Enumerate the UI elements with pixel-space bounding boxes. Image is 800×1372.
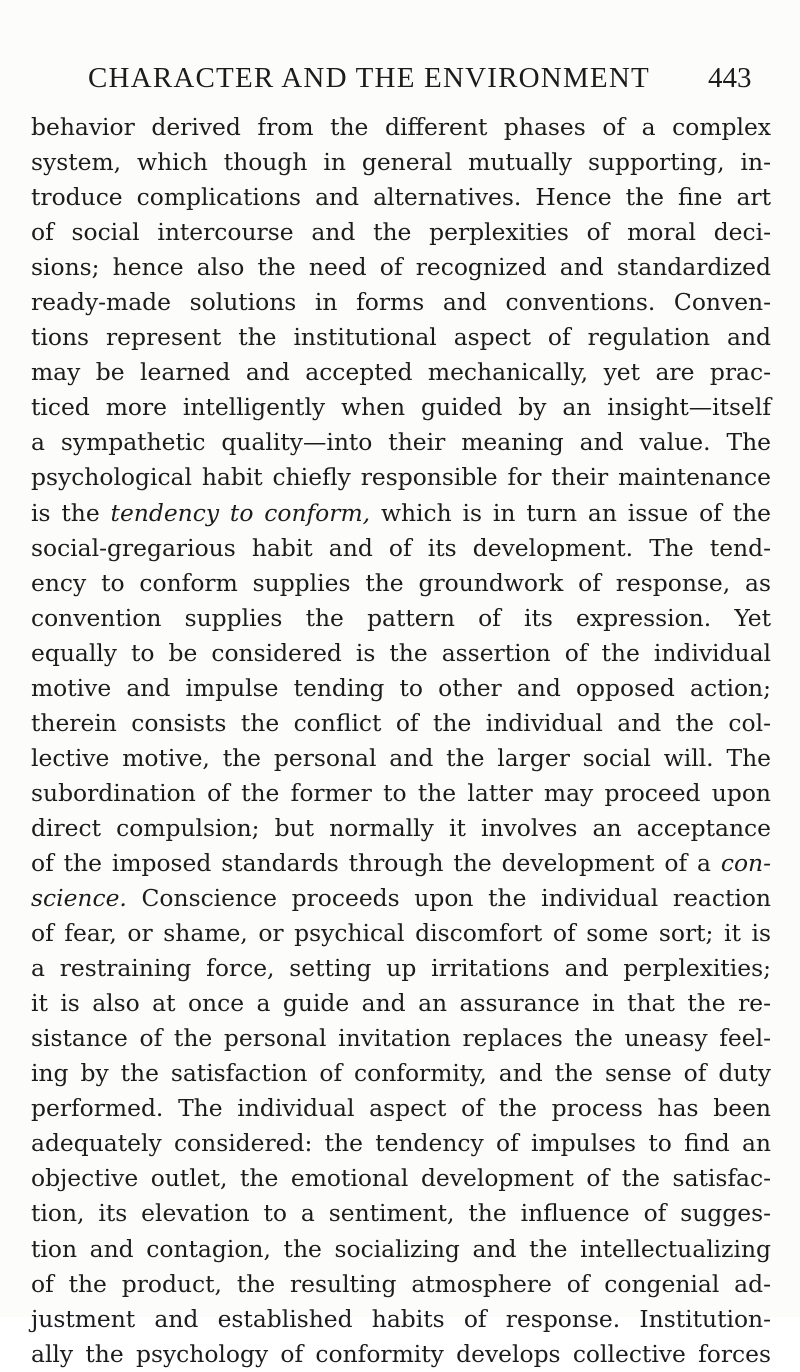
running-head (0, 58, 800, 98)
page-number: 443 (708, 62, 752, 94)
text-line: objective outlet, the emotional development of the satisfac- (31, 1164, 771, 1193)
text-line: it is also at once a guide and an assurance in that the re- (31, 989, 771, 1018)
text-line: system, which though in general mutually supporting, in- (31, 148, 771, 177)
text-line: a restraining force, setting up irritations and perplexities; (31, 954, 771, 983)
running-title: CHARACTER AND THE ENVIRONMENT (88, 62, 650, 94)
emphasized-phrase: tendency to conform, (110, 498, 371, 527)
text-line: performed. The individual aspect of the process has been (31, 1094, 771, 1123)
text-line: equally to be considered is the assertion of the individual (31, 638, 771, 667)
text-line: of fear, or shame, or psychical discomfort of some sort; it is (31, 919, 771, 948)
text-line: subordination of the former to the latter may proceed upon (31, 778, 771, 807)
text-line: ally the psychology of conformity develops collective forces (31, 1339, 771, 1368)
emphasized-phrase: con- (720, 848, 771, 877)
text-line: a sympathetic quality—into their meaning and value. The (31, 428, 771, 457)
text-line: social-gregarious habit and of its development. The tend- (31, 533, 771, 562)
text-line: science. Conscience proceeds upon the individual reaction (31, 884, 771, 913)
text-line: ready-made solutions in forms and conventions. Conven- (31, 288, 771, 317)
text-line: lective motive, the personal and the larger social will. The (31, 743, 771, 772)
body-paragraph (31, 110, 771, 1372)
text-line: adequately considered: the tendency of impulses to find an (31, 1129, 771, 1158)
text-line: psychological habit chiefly responsible for their maintenance (31, 463, 771, 492)
text-line: justment and established habits of response. Institution- (31, 1304, 771, 1333)
text-line: direct compulsion; but normally it involves an acceptance (31, 813, 771, 842)
text-line: is the tendency to conform, which is in turn an issue of the (31, 498, 772, 527)
text-line: of the product, the resulting atmosphere of congenial ad- (31, 1269, 771, 1298)
text-line: ency to conform supplies the groundwork of response, as (31, 568, 771, 597)
text-line: ing by the satisfaction of conformity, and the sense of duty (31, 1059, 771, 1088)
text-line: tion, its elevation to a sentiment, the influence of sugges- (31, 1199, 771, 1228)
text-line: tion and contagion, the socializing and the intellectualizing (31, 1234, 771, 1263)
text-line: of the imposed standards through the development of a con- (31, 848, 771, 877)
text-line: of social intercourse and the perplexities of moral deci- (31, 218, 771, 247)
text-line: convention supplies the pattern of its expression. Yet (31, 603, 771, 632)
text-line: may be learned and accepted mechanically, yet are prac- (31, 358, 771, 387)
text-line: sistance of the personal invitation replaces the uneasy feel- (31, 1024, 771, 1053)
text-line: ticed more intelligently when guided by an insight—itself (31, 393, 771, 422)
text-line: motive and impulse tending to other and opposed action; (31, 673, 771, 702)
text-line: sions; hence also the need of recognized and standardized (31, 253, 771, 282)
text-line: behavior derived from the different phases of a complex (31, 113, 771, 141)
text-line: therein consists the conflict of the individual and the col- (31, 708, 771, 737)
text-line: tions represent the institutional aspect of regulation and (31, 323, 771, 352)
emphasized-phrase: science. (31, 884, 127, 913)
text-line: troduce complications and alternatives. Hence the fine art (31, 183, 771, 212)
